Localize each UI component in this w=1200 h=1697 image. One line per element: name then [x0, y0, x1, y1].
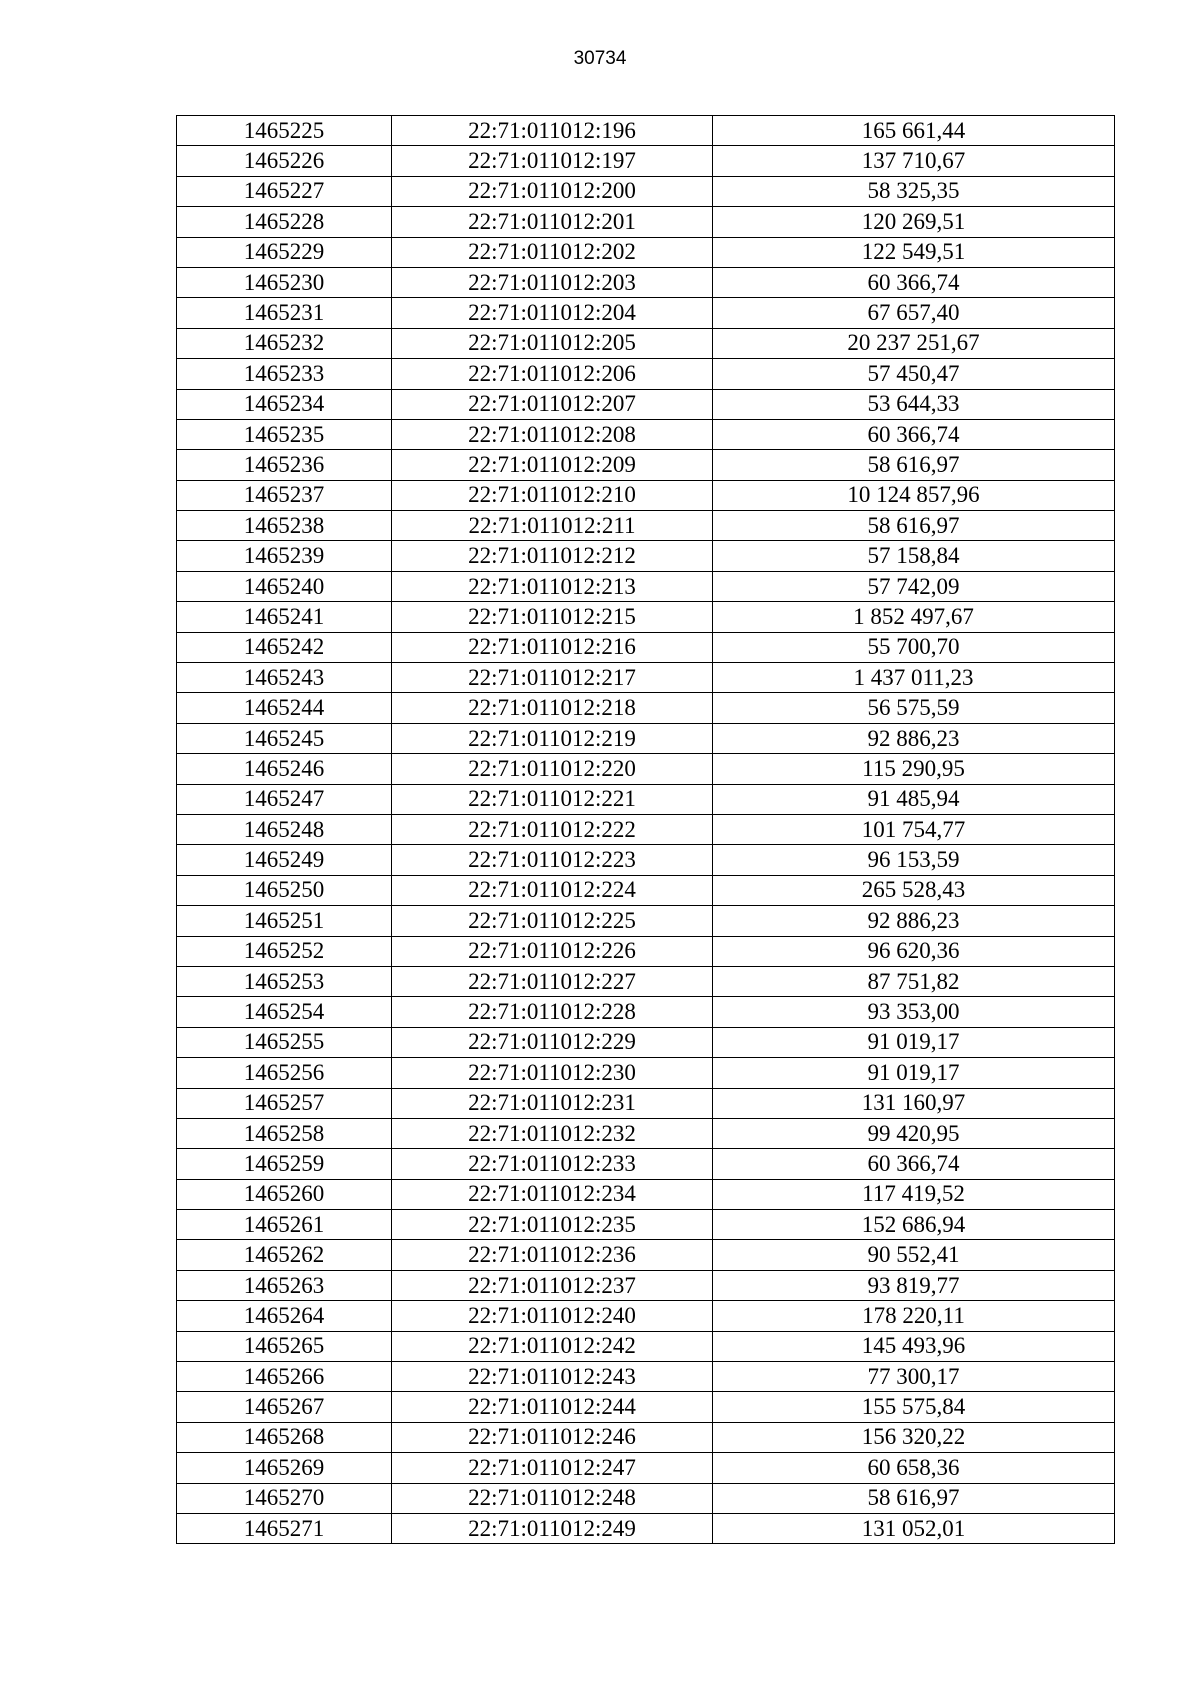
cadastral-number-cell: 22:71:011012:208 — [392, 419, 713, 449]
cadastral-number-cell: 22:71:011012:221 — [392, 784, 713, 814]
table-row — [177, 1422, 1115, 1452]
table-row — [177, 632, 1115, 662]
value-cell: 131 160,97 — [713, 1088, 1115, 1118]
table-row — [177, 1301, 1115, 1331]
table-row — [177, 1362, 1115, 1392]
table-row — [177, 1088, 1115, 1118]
table-row — [177, 1392, 1115, 1422]
value-cell: 122 549,51 — [713, 237, 1115, 267]
row-id-cell: 1465256 — [177, 1058, 392, 1088]
value-cell: 60 658,36 — [713, 1453, 1115, 1483]
cadastral-number-cell: 22:71:011012:215 — [392, 602, 713, 632]
row-id-cell: 1465233 — [177, 359, 392, 389]
cadastral-number-cell: 22:71:011012:225 — [392, 906, 713, 936]
value-cell: 58 616,97 — [713, 511, 1115, 541]
row-id-cell: 1465238 — [177, 511, 392, 541]
row-id-cell: 1465241 — [177, 602, 392, 632]
value-cell: 131 052,01 — [713, 1513, 1115, 1543]
row-id-cell: 1465245 — [177, 723, 392, 753]
table-row — [177, 1331, 1115, 1361]
cadastral-number-cell: 22:71:011012:235 — [392, 1210, 713, 1240]
value-cell: 93 353,00 — [713, 997, 1115, 1027]
cadastral-number-cell: 22:71:011012:244 — [392, 1392, 713, 1422]
table-row — [177, 511, 1115, 541]
row-id-cell: 1465239 — [177, 541, 392, 571]
value-cell: 96 620,36 — [713, 936, 1115, 966]
cadastral-number-cell: 22:71:011012:231 — [392, 1088, 713, 1118]
row-id-cell: 1465230 — [177, 267, 392, 297]
table-row — [177, 450, 1115, 480]
value-cell: 60 366,74 — [713, 419, 1115, 449]
cadastral-number-cell: 22:71:011012:246 — [392, 1422, 713, 1452]
table-row — [177, 1240, 1115, 1270]
cadastral-number-cell: 22:71:011012:227 — [392, 966, 713, 996]
cadastral-number-cell: 22:71:011012:230 — [392, 1058, 713, 1088]
value-cell: 145 493,96 — [713, 1331, 1115, 1361]
table-row — [177, 146, 1115, 176]
row-id-cell: 1465255 — [177, 1027, 392, 1057]
row-id-cell: 1465246 — [177, 754, 392, 784]
table-row — [177, 419, 1115, 449]
value-cell: 91 019,17 — [713, 1027, 1115, 1057]
cadastral-number-cell: 22:71:011012:243 — [392, 1362, 713, 1392]
value-cell: 155 575,84 — [713, 1392, 1115, 1422]
cadastral-number-cell: 22:71:011012:210 — [392, 480, 713, 510]
table-row — [177, 997, 1115, 1027]
cadastral-number-cell: 22:71:011012:242 — [392, 1331, 713, 1361]
value-cell: 87 751,82 — [713, 966, 1115, 996]
table-row — [177, 1027, 1115, 1057]
table-row — [177, 663, 1115, 693]
row-id-cell: 1465264 — [177, 1301, 392, 1331]
cadastral-number-cell: 22:71:011012:228 — [392, 997, 713, 1027]
cadastral-number-cell: 22:71:011012:211 — [392, 511, 713, 541]
table-row — [177, 1058, 1115, 1088]
value-cell: 120 269,51 — [713, 207, 1115, 237]
cadastral-number-cell: 22:71:011012:229 — [392, 1027, 713, 1057]
row-id-cell: 1465265 — [177, 1331, 392, 1361]
row-id-cell: 1465251 — [177, 906, 392, 936]
value-cell: 77 300,17 — [713, 1362, 1115, 1392]
table-row — [177, 693, 1115, 723]
table-row — [177, 936, 1115, 966]
value-cell: 137 710,67 — [713, 146, 1115, 176]
cadastral-number-cell: 22:71:011012:218 — [392, 693, 713, 723]
value-cell: 10 124 857,96 — [713, 480, 1115, 510]
value-cell: 20 237 251,67 — [713, 328, 1115, 358]
row-id-cell: 1465249 — [177, 845, 392, 875]
row-id-cell: 1465235 — [177, 419, 392, 449]
cadastral-number-cell: 22:71:011012:203 — [392, 267, 713, 297]
cadastral-number-cell: 22:71:011012:248 — [392, 1483, 713, 1513]
table-row — [177, 602, 1115, 632]
cadastral-number-cell: 22:71:011012:233 — [392, 1149, 713, 1179]
table-row — [177, 845, 1115, 875]
cadastral-number-cell: 22:71:011012:224 — [392, 875, 713, 905]
row-id-cell: 1465226 — [177, 146, 392, 176]
row-id-cell: 1465263 — [177, 1270, 392, 1300]
row-id-cell: 1465225 — [177, 116, 392, 146]
value-cell: 152 686,94 — [713, 1210, 1115, 1240]
cadastral-number-cell: 22:71:011012:240 — [392, 1301, 713, 1331]
value-cell: 117 419,52 — [713, 1179, 1115, 1209]
row-id-cell: 1465269 — [177, 1453, 392, 1483]
row-id-cell: 1465229 — [177, 237, 392, 267]
value-cell: 60 366,74 — [713, 267, 1115, 297]
row-id-cell: 1465227 — [177, 176, 392, 206]
value-cell: 57 158,84 — [713, 541, 1115, 571]
cadastral-number-cell: 22:71:011012:222 — [392, 814, 713, 844]
row-id-cell: 1465260 — [177, 1179, 392, 1209]
row-id-cell: 1465262 — [177, 1240, 392, 1270]
value-cell: 115 290,95 — [713, 754, 1115, 784]
cadastral-number-cell: 22:71:011012:226 — [392, 936, 713, 966]
table-row — [177, 237, 1115, 267]
row-id-cell: 1465254 — [177, 997, 392, 1027]
row-id-cell: 1465243 — [177, 663, 392, 693]
row-id-cell: 1465270 — [177, 1483, 392, 1513]
value-cell: 57 450,47 — [713, 359, 1115, 389]
row-id-cell: 1465240 — [177, 571, 392, 601]
row-id-cell: 1465232 — [177, 328, 392, 358]
row-id-cell: 1465234 — [177, 389, 392, 419]
row-id-cell: 1465261 — [177, 1210, 392, 1240]
cadastral-number-cell: 22:71:011012:219 — [392, 723, 713, 753]
table-row — [177, 723, 1115, 753]
row-id-cell: 1465228 — [177, 207, 392, 237]
table-row — [177, 1270, 1115, 1300]
table-row — [177, 389, 1115, 419]
table-row — [177, 1513, 1115, 1543]
value-cell: 56 575,59 — [713, 693, 1115, 723]
table-row — [177, 875, 1115, 905]
row-id-cell: 1465253 — [177, 966, 392, 996]
cadastral-number-cell: 22:71:011012:213 — [392, 571, 713, 601]
table-row — [177, 1149, 1115, 1179]
value-cell: 91 019,17 — [713, 1058, 1115, 1088]
cadastral-number-cell: 22:71:011012:232 — [392, 1118, 713, 1148]
row-id-cell: 1465237 — [177, 480, 392, 510]
table-row — [177, 176, 1115, 206]
cadastral-number-cell: 22:71:011012:205 — [392, 328, 713, 358]
table-row — [177, 1483, 1115, 1513]
cadastral-value-table — [176, 115, 1115, 1544]
cadastral-number-cell: 22:71:011012:217 — [392, 663, 713, 693]
value-cell: 265 528,43 — [713, 875, 1115, 905]
cadastral-number-cell: 22:71:011012:207 — [392, 389, 713, 419]
cadastral-number-cell: 22:71:011012:216 — [392, 632, 713, 662]
cadastral-number-cell: 22:71:011012:197 — [392, 146, 713, 176]
value-cell: 156 320,22 — [713, 1422, 1115, 1452]
value-cell: 60 366,74 — [713, 1149, 1115, 1179]
row-id-cell: 1465257 — [177, 1088, 392, 1118]
table-row — [177, 541, 1115, 571]
row-id-cell: 1465242 — [177, 632, 392, 662]
table-row — [177, 298, 1115, 328]
value-cell: 58 616,97 — [713, 450, 1115, 480]
row-id-cell: 1465247 — [177, 784, 392, 814]
cadastral-number-cell: 22:71:011012:200 — [392, 176, 713, 206]
table-body — [177, 116, 1115, 1544]
row-id-cell: 1465252 — [177, 936, 392, 966]
row-id-cell: 1465236 — [177, 450, 392, 480]
value-cell: 165 661,44 — [713, 116, 1115, 146]
cadastral-number-cell: 22:71:011012:223 — [392, 845, 713, 875]
table-row — [177, 571, 1115, 601]
value-cell: 55 700,70 — [713, 632, 1115, 662]
table-row — [177, 906, 1115, 936]
table-row — [177, 1179, 1115, 1209]
cadastral-number-cell: 22:71:011012:196 — [392, 116, 713, 146]
table-row — [177, 1118, 1115, 1148]
table-row — [177, 328, 1115, 358]
value-cell: 92 886,23 — [713, 723, 1115, 753]
table-row — [177, 480, 1115, 510]
cadastral-number-cell: 22:71:011012:236 — [392, 1240, 713, 1270]
cadastral-number-cell: 22:71:011012:201 — [392, 207, 713, 237]
row-id-cell: 1465231 — [177, 298, 392, 328]
value-cell: 91 485,94 — [713, 784, 1115, 814]
value-cell: 92 886,23 — [713, 906, 1115, 936]
cadastral-number-cell: 22:71:011012:209 — [392, 450, 713, 480]
value-cell: 93 819,77 — [713, 1270, 1115, 1300]
value-cell: 90 552,41 — [713, 1240, 1115, 1270]
row-id-cell: 1465244 — [177, 693, 392, 723]
cadastral-number-cell: 22:71:011012:206 — [392, 359, 713, 389]
value-cell: 96 153,59 — [713, 845, 1115, 875]
table-row — [177, 754, 1115, 784]
table-row — [177, 966, 1115, 996]
cadastral-number-cell: 22:71:011012:247 — [392, 1453, 713, 1483]
cadastral-number-cell: 22:71:011012:212 — [392, 541, 713, 571]
page-number: 30734 — [573, 48, 627, 69]
row-id-cell: 1465248 — [177, 814, 392, 844]
table-row — [177, 1453, 1115, 1483]
table-row — [177, 267, 1115, 297]
cadastral-number-cell: 22:71:011012:249 — [392, 1513, 713, 1543]
value-cell: 67 657,40 — [713, 298, 1115, 328]
table-row — [177, 1210, 1115, 1240]
row-id-cell: 1465250 — [177, 875, 392, 905]
value-cell: 178 220,11 — [713, 1301, 1115, 1331]
cadastral-number-cell: 22:71:011012:234 — [392, 1179, 713, 1209]
value-cell: 58 616,97 — [713, 1483, 1115, 1513]
cadastral-number-cell: 22:71:011012:202 — [392, 237, 713, 267]
table-row — [177, 116, 1115, 146]
row-id-cell: 1465271 — [177, 1513, 392, 1543]
row-id-cell: 1465268 — [177, 1422, 392, 1452]
value-cell: 58 325,35 — [713, 176, 1115, 206]
row-id-cell: 1465259 — [177, 1149, 392, 1179]
table-row — [177, 207, 1115, 237]
cadastral-number-cell: 22:71:011012:220 — [392, 754, 713, 784]
value-cell: 101 754,77 — [713, 814, 1115, 844]
row-id-cell: 1465266 — [177, 1362, 392, 1392]
cadastral-number-cell: 22:71:011012:237 — [392, 1270, 713, 1300]
value-cell: 99 420,95 — [713, 1118, 1115, 1148]
value-cell: 57 742,09 — [713, 571, 1115, 601]
cadastral-number-cell: 22:71:011012:204 — [392, 298, 713, 328]
table-row — [177, 814, 1115, 844]
value-cell: 1 437 011,23 — [713, 663, 1115, 693]
row-id-cell: 1465258 — [177, 1118, 392, 1148]
row-id-cell: 1465267 — [177, 1392, 392, 1422]
value-cell: 1 852 497,67 — [713, 602, 1115, 632]
value-cell: 53 644,33 — [713, 389, 1115, 419]
table-row — [177, 784, 1115, 814]
table-row — [177, 359, 1115, 389]
